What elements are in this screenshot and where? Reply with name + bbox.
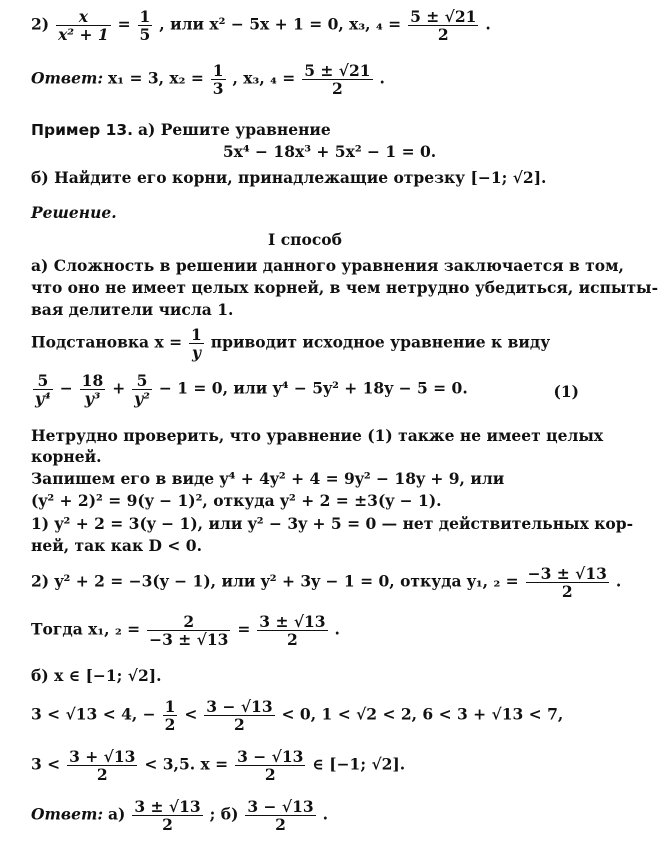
text-line: ней, так как D < 0. — [31, 536, 202, 555]
num: 1 — [139, 7, 151, 26]
den: 2 — [561, 582, 573, 601]
text: а) Решите уравнение — [138, 120, 331, 139]
para-line: а) Сложность в решении данного уравнения заключается в том, — [31, 256, 624, 275]
text: < 0, 1 < √2 < 2, 6 < 3 + √13 < 7, — [281, 704, 564, 724]
text: Тогда x₁, ₂ = — [31, 619, 141, 639]
text: . — [334, 619, 340, 639]
num: 3 − √13 — [247, 797, 314, 816]
text-line: Нетрудно проверить, что уравнение (1) также не имеет целых — [31, 426, 604, 445]
fraction — [132, 798, 202, 833]
den: y — [191, 343, 201, 362]
text: 2) — [31, 14, 50, 34]
den: 2 — [164, 715, 176, 734]
text: , x₃, ₄ = — [232, 68, 296, 88]
den: y³ — [84, 389, 101, 408]
fraction — [204, 698, 274, 733]
fraction — [80, 372, 106, 407]
fraction — [526, 565, 609, 600]
fraction — [132, 372, 152, 407]
para-line: что оно не имеет целых корней, в чем нетрудно убедиться, испыты- — [31, 278, 658, 297]
den: x² + 1 — [58, 25, 109, 44]
num: 1 — [164, 697, 176, 716]
text: + — [112, 378, 126, 398]
text: = — [237, 619, 251, 639]
text: x₁ = 3, x₂ = — [108, 68, 204, 88]
num: 3 ± √13 — [134, 797, 201, 816]
text: . — [485, 14, 491, 34]
text-line: (y² + 2)² = 9(y − 1)², откуда y² + 2 = ±3(y − 1). — [31, 491, 442, 510]
text-line: Запишем его в виде y⁴ + 4y² + 4 = 9y² − 18y + 9, или — [31, 469, 505, 488]
num: 18 — [81, 371, 104, 390]
text: ∈ [−1; √2]. — [312, 754, 406, 774]
part-b: б) x ∈ [−1; √2]. — [31, 666, 162, 685]
num: 5 — [33, 372, 53, 390]
equation-number: (1) — [553, 382, 579, 401]
answer-label: Ответ: — [31, 804, 104, 824]
answer-label: Ответ: — [31, 68, 104, 88]
text: а) — [108, 804, 126, 824]
method-title: I способ — [268, 230, 342, 249]
num: 3 + √13 — [69, 747, 136, 766]
text: . — [322, 804, 329, 824]
text: . — [615, 571, 622, 591]
equation: 5x⁴ − 18x³ + 5x² − 1 = 0. — [222, 142, 437, 161]
fraction — [138, 8, 153, 43]
num: −3 ± √13 — [527, 564, 607, 583]
text: < 3,5. x = — [144, 754, 229, 774]
fraction — [302, 62, 372, 97]
den: 2 — [437, 25, 449, 44]
text-line: корней. — [31, 447, 102, 466]
text: < — [184, 704, 198, 724]
inequalities-1 — [31, 698, 579, 733]
den: y⁴ — [35, 389, 51, 408]
fraction — [235, 748, 305, 783]
fraction — [257, 613, 327, 648]
fraction — [245, 798, 315, 833]
num: 1 — [212, 61, 224, 80]
den: 2 — [264, 765, 276, 784]
fraction — [33, 372, 53, 407]
den: 2 — [234, 715, 245, 734]
fraction — [189, 326, 204, 361]
fraction — [163, 698, 178, 733]
den: 3 — [212, 79, 224, 98]
text: Подстановка x = — [31, 332, 183, 352]
den: 5 — [139, 25, 151, 44]
equation-1 — [31, 372, 579, 407]
inequalities-2 — [31, 748, 579, 783]
fraction — [147, 613, 230, 648]
example-header — [31, 120, 579, 140]
num: 5 ± √21 — [304, 61, 371, 80]
fraction — [67, 748, 137, 783]
task-b: б) Найдите его корни, принадлежащие отрезку [−1; √2]. — [31, 168, 547, 187]
text: = — [117, 14, 131, 34]
den: 2 — [162, 815, 173, 834]
num: 3 ± √13 — [259, 612, 326, 631]
text: − 1 = 0, или y⁴ − 5y² + 18y − 5 = 0. — [158, 378, 468, 398]
text: , или x² − 5x + 1 = 0, x₃, ₄ = — [159, 14, 402, 34]
num: 5 — [132, 372, 152, 390]
text: 3 < — [31, 754, 61, 774]
text: . — [379, 68, 385, 88]
num: 3 − √13 — [206, 697, 273, 716]
den: y² — [134, 389, 150, 408]
num: x — [56, 8, 111, 26]
final-answer — [31, 798, 579, 833]
text-line: 1) y² + 2 = 3(y − 1), или y² − 3y + 5 = 0 — нет действительных кор- — [31, 514, 634, 533]
num: 3 − √13 — [237, 747, 304, 766]
solution-label: Решение. — [31, 203, 117, 222]
fraction — [56, 8, 111, 43]
para-line: вая делители числа 1. — [31, 300, 234, 319]
num: 5 ± √21 — [410, 7, 477, 26]
den: 2 — [332, 79, 343, 98]
then-line — [31, 613, 579, 648]
num: 1 — [191, 325, 202, 344]
den: 2 — [275, 815, 286, 834]
fraction — [408, 8, 478, 43]
fraction — [211, 62, 226, 97]
text: приводит исходное уравнение к виду — [210, 332, 551, 352]
case-2 — [31, 564, 622, 601]
num: 2 — [147, 613, 230, 631]
den: 2 — [287, 630, 298, 649]
den: −3 ± √13 — [149, 630, 229, 649]
substitution-line — [31, 326, 579, 361]
text: 3 < √13 < 4, − — [31, 704, 156, 724]
example-title: Пример 13. — [31, 121, 134, 139]
answer-line — [31, 62, 579, 97]
text: 2) y² + 2 = −3(y − 1), или y² + 3y − 1 = 0, откуда y₁, ₂ = — [31, 571, 519, 591]
den: 2 — [96, 765, 108, 784]
text: − — [59, 378, 73, 398]
line-x34 — [31, 8, 579, 43]
text: ; б) — [209, 804, 239, 824]
